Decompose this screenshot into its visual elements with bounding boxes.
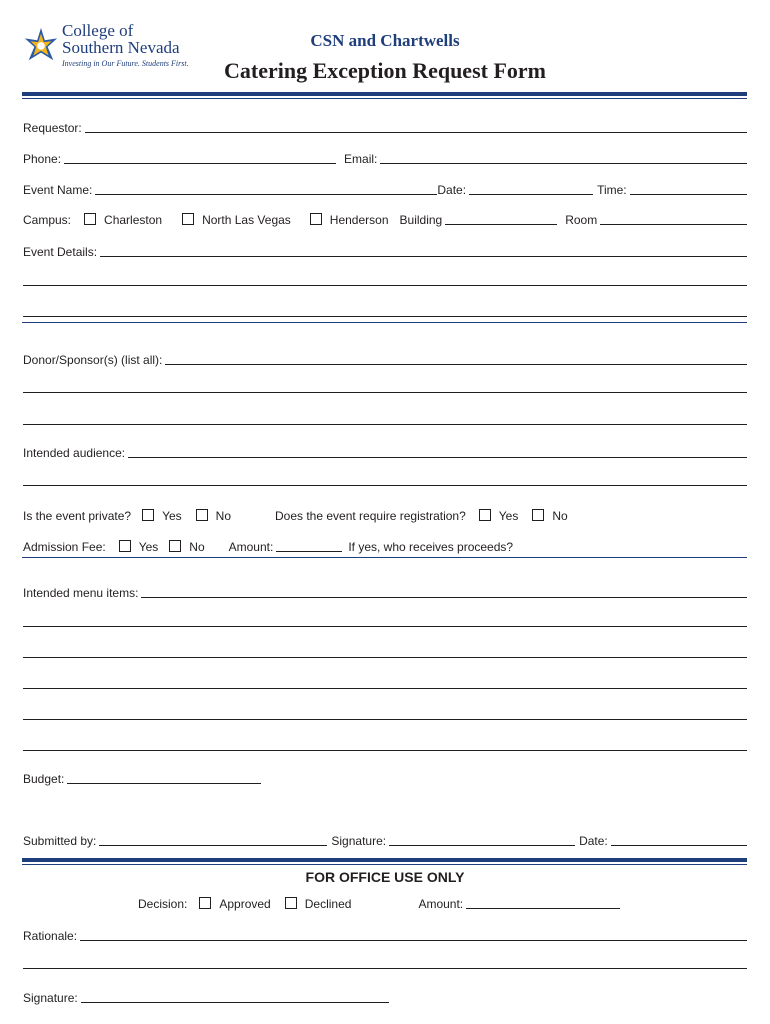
private-yes-label: Yes: [162, 509, 182, 523]
registration-question: Does the event require registration?: [275, 509, 466, 523]
phone-field[interactable]: [64, 152, 336, 164]
budget-label: Budget:: [23, 772, 65, 786]
date-field[interactable]: [469, 183, 593, 195]
charleston-label: Charleston: [104, 213, 163, 227]
private-yes-checkbox[interactable]: [142, 509, 154, 521]
phone-label: Phone:: [23, 152, 62, 166]
fee-yes-checkbox[interactable]: [119, 540, 131, 552]
menu-label: Intended menu items:: [23, 586, 139, 600]
donor-row: [23, 349, 747, 367]
signature-field[interactable]: [389, 834, 575, 846]
signature-label: Signature:: [331, 834, 387, 848]
menu-line-2[interactable]: [23, 626, 747, 627]
requestor-row: [23, 117, 747, 135]
office-signature-label: Signature:: [23, 991, 78, 1005]
event-name-row: [23, 179, 747, 197]
menu-line-6[interactable]: [23, 750, 747, 751]
henderson-checkbox[interactable]: [310, 213, 322, 225]
submitted-row: [23, 830, 747, 848]
header-divider-thin: [22, 98, 747, 99]
campus-row: [23, 209, 747, 227]
room-field[interactable]: [600, 213, 747, 225]
date-label: Date:: [437, 183, 467, 197]
event-name-field[interactable]: [95, 183, 437, 195]
building-label: Building: [399, 213, 443, 227]
approved-checkbox[interactable]: [199, 897, 211, 909]
form-title: Catering Exception Request Form: [223, 58, 546, 83]
decision-label: Decision:: [138, 897, 188, 911]
budget-field[interactable]: [67, 772, 261, 784]
requestor-field[interactable]: [85, 121, 747, 133]
office-divider-thin: [22, 864, 747, 865]
event-details-row: [23, 241, 747, 259]
private-question: Is the event private?: [23, 509, 132, 523]
rationale-row: [23, 925, 747, 943]
office-amount-field[interactable]: [466, 897, 620, 909]
north-las-vegas-checkbox[interactable]: [182, 213, 194, 225]
admission-fee-label: Admission Fee:: [23, 540, 106, 554]
office-signature-field[interactable]: [81, 991, 389, 1003]
fee-yes-label: Yes: [138, 540, 159, 554]
event-details-line-2[interactable]: [23, 285, 747, 286]
office-signature-row: [23, 987, 747, 1005]
private-no-checkbox[interactable]: [196, 509, 208, 521]
office-divider: [22, 858, 747, 862]
rationale-line-2[interactable]: [23, 968, 747, 969]
donor-line-3[interactable]: [23, 424, 747, 425]
donor-line-2[interactable]: [23, 392, 747, 393]
room-label: Room: [565, 213, 598, 227]
logo-tagline: Investing in Our Future. Students First.: [62, 59, 189, 68]
submitted-by-field[interactable]: [99, 834, 327, 846]
office-use-heading: FOR OFFICE USE ONLY: [305, 869, 465, 885]
audience-field[interactable]: [128, 446, 747, 458]
menu-line-3[interactable]: [23, 657, 747, 658]
phone-email-row: [23, 148, 747, 166]
section-divider-2: [22, 557, 747, 558]
fee-no-label: No: [189, 540, 205, 554]
campus-label: Campus:: [23, 213, 72, 227]
audience-line-2[interactable]: [23, 485, 747, 486]
proceeds-question: If yes, who receives proceeds?: [348, 540, 514, 554]
donor-field[interactable]: [165, 353, 747, 365]
admission-fee-row: [23, 536, 747, 554]
private-registration-row: [23, 505, 747, 523]
email-label: Email:: [344, 152, 378, 166]
time-field[interactable]: [630, 183, 747, 195]
event-details-field[interactable]: [100, 245, 747, 257]
requestor-label: Requestor:: [23, 121, 82, 135]
logo-college-name: [62, 22, 180, 56]
fee-no-checkbox[interactable]: [169, 540, 181, 552]
charleston-checkbox[interactable]: [84, 213, 96, 225]
registration-no-checkbox[interactable]: [532, 509, 544, 521]
budget-row: [23, 768, 747, 786]
event-details-label: Event Details:: [23, 245, 98, 259]
form-subtitle: CSN and Chartwells: [310, 31, 460, 50]
csn-logo: [22, 22, 202, 76]
date-end-label: Date:: [579, 834, 608, 848]
registration-yes-checkbox[interactable]: [479, 509, 491, 521]
submitted-by-label: Submitted by:: [23, 834, 97, 848]
email-field[interactable]: [380, 152, 747, 164]
logo-name-line1: College of: [62, 21, 134, 40]
building-field[interactable]: [445, 213, 557, 225]
declined-checkbox[interactable]: [285, 897, 297, 909]
private-no-label: No: [215, 509, 231, 523]
star-logo-icon: [22, 26, 60, 64]
audience-label: Intended audience:: [23, 446, 126, 460]
menu-field[interactable]: [141, 586, 747, 598]
north-las-vegas-label: North Las Vegas: [202, 213, 291, 227]
henderson-label: Henderson: [329, 213, 389, 227]
menu-row: [23, 582, 747, 600]
rationale-field[interactable]: [80, 929, 747, 941]
office-amount-label: Amount:: [418, 897, 464, 911]
decision-row: [138, 893, 658, 911]
donor-label: Donor/Sponsor(s) (list all):: [23, 353, 163, 367]
time-label: Time:: [597, 183, 627, 197]
registration-no-label: No: [552, 509, 568, 523]
header-divider: [22, 92, 747, 96]
amount-field[interactable]: [276, 540, 342, 552]
event-name-label: Event Name:: [23, 183, 93, 197]
menu-line-4[interactable]: [23, 688, 747, 689]
registration-yes-label: Yes: [498, 509, 519, 523]
event-details-line-3[interactable]: [23, 316, 747, 317]
audience-row: [23, 442, 747, 460]
rationale-label: Rationale:: [23, 929, 78, 943]
date-end-field[interactable]: [611, 834, 747, 846]
section-divider-1: [22, 322, 747, 323]
approved-label: Approved: [219, 897, 271, 911]
amount-label: Amount:: [228, 540, 274, 554]
logo-name-line2: Southern Nevada: [62, 38, 180, 57]
declined-label: Declined: [304, 897, 352, 911]
menu-line-5[interactable]: [23, 719, 747, 720]
